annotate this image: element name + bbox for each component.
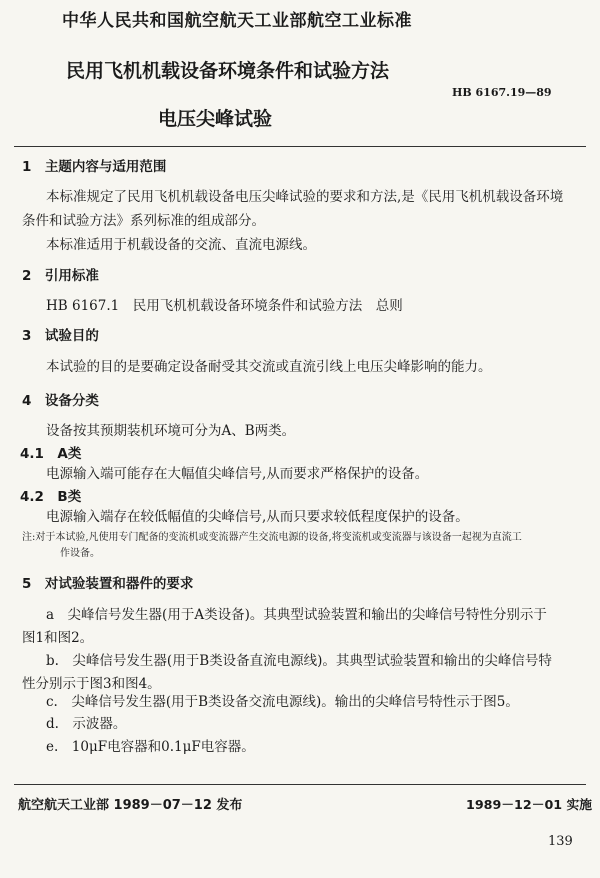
footer-divider bbox=[14, 784, 586, 785]
standard-title: 民用飞机机载设备环境条件和试验方法 bbox=[66, 60, 390, 82]
section-1-heading: 1 主题内容与适用范围 bbox=[22, 159, 167, 175]
section-5-heading: 5 对试验装置和器件的要求 bbox=[22, 576, 194, 592]
header-divider bbox=[14, 146, 586, 147]
item-c: c. 尖峰信号发生器(用于B类设备交流电源线)。输出的尖峰信号特性示于图5。 bbox=[46, 694, 519, 710]
section-3-paragraph: 本试验的目的是要确定设备耐受其交流或直流引线上电压尖峰影响的能力。 bbox=[46, 359, 492, 375]
issue-date: 航空航天工业部 1989－07－12 发布 bbox=[18, 798, 243, 813]
item-b-line-1: b. 尖峰信号发生器(用于B类设备直流电源线)。其典型试验装置和输出的尖峰信号特 bbox=[46, 653, 552, 669]
item-e: e. 10μF电容器和0.1μF电容器。 bbox=[46, 739, 255, 755]
section-4-paragraph: 设备按其预期装机环境可分为A、B两类。 bbox=[46, 423, 296, 439]
section-4-1-text: 电源输入端可能存在大幅值尖峰信号,从而要求严格保护的设备。 bbox=[46, 466, 429, 482]
section-3-heading: 3 试验目的 bbox=[22, 328, 99, 344]
section-4-1-heading: 4.1 A类 bbox=[20, 446, 82, 462]
section-4-2-text: 电源输入端存在较低幅值的尖峰信号,从而只要求较低程度保护的设备。 bbox=[46, 509, 469, 525]
section-4-2-heading: 4.2 B类 bbox=[20, 489, 82, 505]
item-d: d. 示波器。 bbox=[46, 716, 127, 732]
standard-subtitle: 电压尖峰试验 bbox=[158, 108, 273, 130]
referenced-standard: HB 6167.1 民用飞机机载设备环境条件和试验方法 总则 bbox=[46, 298, 403, 314]
page-number: 139 bbox=[548, 834, 573, 849]
document-number: HB 6167.19—89 bbox=[452, 86, 552, 99]
item-a-line-1: a 尖峰信号发生器(用于A类设备)。其典型试验装置和输出的尖峰信号特性分别示于 bbox=[46, 607, 547, 623]
note-line-1: 注:对于本试验,凡使用专门配备的变流机或变流器产生交流电源的设备,将变流机或变流器与该设备一起视为直流工 bbox=[22, 532, 522, 543]
section-1-paragraph-2: 本标准适用于机载设备的交流、直流电源线。 bbox=[46, 237, 316, 253]
section-2-heading: 2 引用标准 bbox=[22, 268, 99, 284]
section-4-heading: 4 设备分类 bbox=[22, 393, 99, 409]
note-line-2: 作设备。 bbox=[60, 548, 100, 559]
item-b-line-2: 性分别示于图3和图4。 bbox=[22, 676, 161, 692]
issuing-organization: 中华人民共和国航空航天工业部航空工业标准 bbox=[62, 11, 412, 31]
section-1-paragraph-1-line-1: 本标准规定了民用飞机机载设备电压尖峰试验的要求和方法,是《民用飞机机载设备环境 bbox=[46, 189, 564, 205]
effective-date: 1989－12－01 实施 bbox=[466, 797, 592, 812]
item-a-line-2: 图1和图2。 bbox=[22, 630, 94, 646]
section-1-paragraph-1-line-2: 条件和试验方法》系列标准的组成部分。 bbox=[22, 213, 265, 229]
